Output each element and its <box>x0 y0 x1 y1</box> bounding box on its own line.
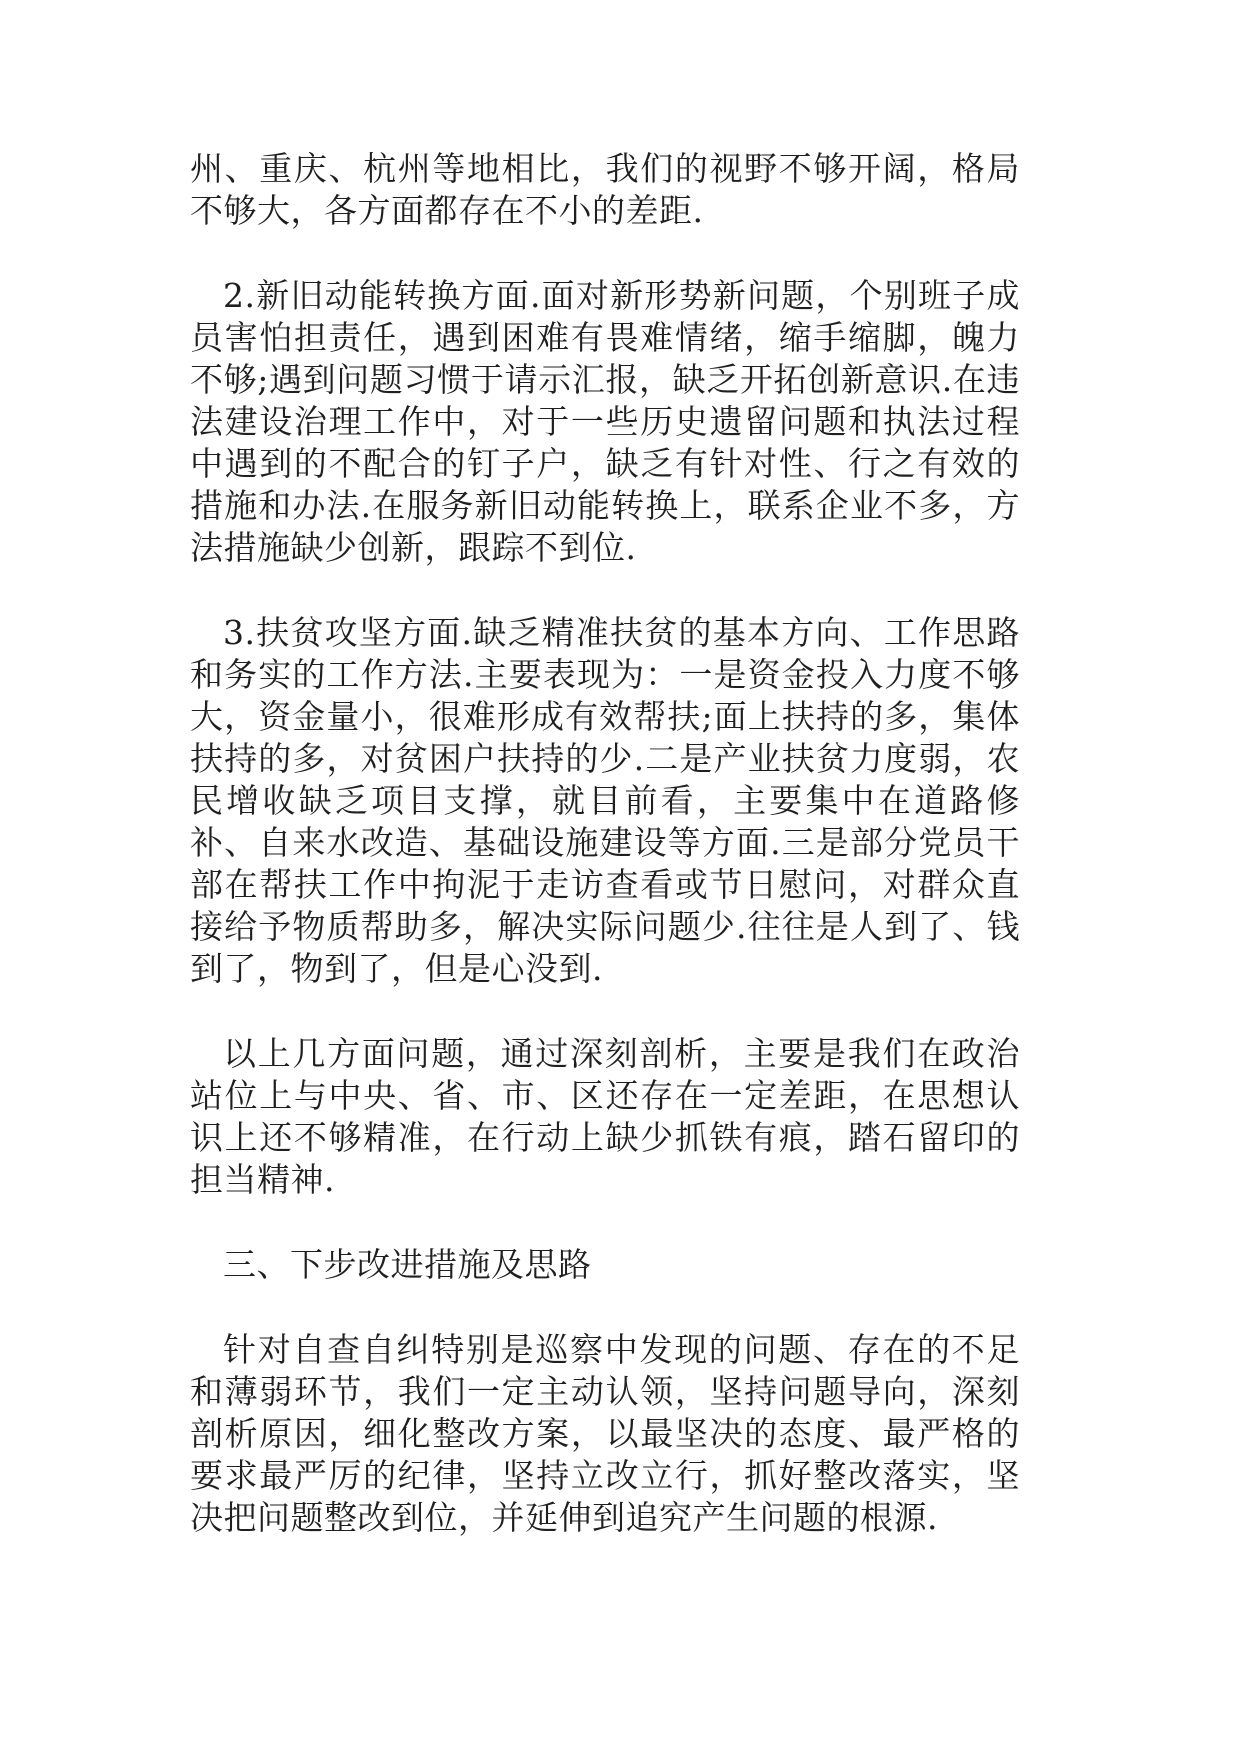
paragraph-analysis-summary: 以上几方面问题，通过深刻剖析，主要是我们在政治站位上与中央、省、市、区还存在一定差距，在思想认识上还不够精准，在行动上缺少抓铁有痕，踏石留印的担当精神. <box>190 1034 1020 1199</box>
document-body <box>190 148 1020 1582</box>
paragraph-new-old-drivers: 2.新旧动能转换方面.面对新形势新问题，个别班子成员害怕担责任，遇到困难有畏难情绪，缩手缩脚，魄力不够;遇到问题习惯于请示汇报，缺乏开拓创新意识.在违法建设治理工作中，对于一些历史遗留问题和执法过程中遇到的不配合的钉子户，缺乏有针对性、行之有效的措施和办法.在服务新旧动能转换上，联系企业不多，方法措施缺少创新，跟踪不到位. <box>190 276 1020 567</box>
paragraph-rectification: 针对自查自纠特别是巡察中发现的问题、存在的不足和薄弱环节，我们一定主动认领，坚持问题导向，深刻剖析原因，细化整改方案，以最坚决的态度、最严格的要求最严厉的纪律，坚持立改立行，抓好整改落实，坚决把问题整改到位，并延伸到追究产生问题的根源. <box>190 1330 1020 1537</box>
paragraph-continuation: 州、重庆、杭州等地相比，我们的视野不够开阔，格局不够大，各方面都存在不小的差距. <box>190 149 1020 230</box>
section-heading-improvement: 三、下步改进措施及思路 <box>223 1245 592 1284</box>
paragraph-poverty-alleviation: 3.扶贫攻坚方面.缺乏精准扶贫的基本方向、工作思路和务实的工作方法.主要表现为：一是资金投入力度不够大，资金量小，很难形成有效帮扶;面上扶持的多，集体扶持的多，对贫困户扶持的少.二是产业扶贫力度弱，农民增收缺乏项目支撑，就目前看，主要集中在道路修补、自来水改造、基础设施建设等方面.三是部分党员干部在帮扶工作中拘泥于走访查看或节日慰问，对群众直接给予物质帮助多，解决实际问题少.往往是人到了、钱到了，物到了，但是心没到. <box>190 613 1020 988</box>
